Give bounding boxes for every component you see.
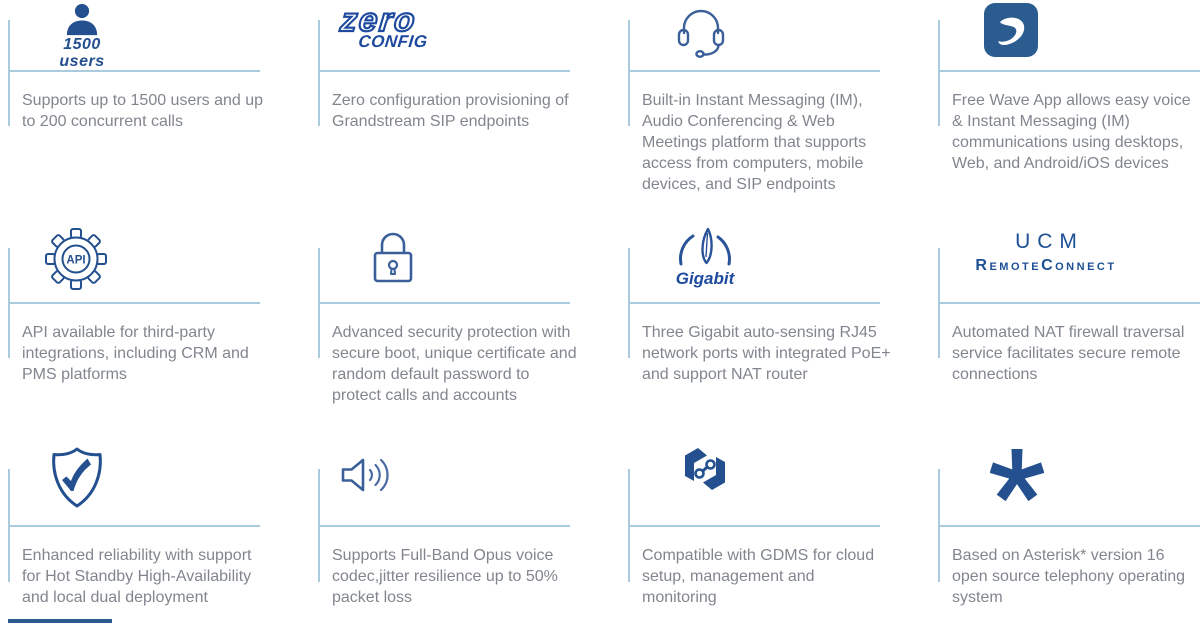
wave-app-icon (984, 3, 1038, 57)
users-word-label: users (59, 53, 105, 70)
feature-description: Supports Full-Band Opus voice codec,jitter resilience up to 50% packet loss (332, 547, 558, 606)
users-count-label: 1500 (63, 36, 101, 53)
ucm-logo-text: UCM (1015, 230, 1084, 253)
feature-gdms (628, 430, 938, 623)
gigabit-gauge-icon (670, 227, 740, 289)
feature-reliability (8, 430, 318, 623)
bracket-vertical-line (318, 20, 320, 126)
asterisk-icon (990, 446, 1044, 504)
feature-1500-users (8, 0, 318, 215)
shield-check-icon (48, 446, 106, 510)
feature-description: Three Gigabit auto-sensing RJ45 network ports with integrated PoE+ and support NAT router (642, 324, 891, 383)
zero-config-logo (338, 3, 432, 50)
feature-remoteconnect (938, 215, 1200, 430)
bracket-vertical-line (8, 469, 10, 582)
bracket-vertical-line (318, 248, 320, 358)
feature-security (318, 215, 628, 430)
bracket-vertical-line (628, 248, 630, 358)
bracket-vertical-line (8, 20, 10, 126)
feature-opus-codec (318, 430, 628, 623)
features-grid (8, 0, 1200, 623)
bracket-vertical-line (8, 248, 10, 358)
config-logo-text: CONFIG (357, 32, 429, 51)
feature-description: Built-in Instant Messaging (IM), Audio Conferencing & Web Meetings platform that supports access from computers, mobile devices, and SIP endpoints (642, 92, 867, 193)
feature-im-conferencing (628, 0, 938, 215)
bracket-vertical-line (628, 469, 630, 582)
zero-logo-text: zero (338, 1, 419, 38)
users-1500-icon (44, 3, 120, 70)
lock-icon (370, 227, 416, 289)
feature-description: Compatible with GDMS for cloud setup, management and monitoring (642, 547, 875, 606)
feature-description: Supports up to 1500 users and up to 200 concurrent calls (22, 92, 264, 130)
feature-gigabit (628, 215, 938, 430)
gdms-icon (678, 446, 732, 492)
bracket-vertical-line (318, 469, 320, 582)
bottom-cropped-rule (8, 619, 112, 623)
api-gear-text: API (66, 254, 86, 267)
feature-description: Zero configuration provisioning of Grandstream SIP endpoints (332, 92, 569, 130)
feature-description: Free Wave App allows easy voice & Instant Messaging (IM) communications using desktops, Web, and Android/iOS devices (952, 92, 1191, 172)
speaker-icon (338, 452, 402, 498)
feature-description: API available for third-party integrations, including CRM and PMS platforms (22, 324, 249, 383)
bracket-vertical-line (938, 20, 940, 126)
feature-zero-config (318, 0, 628, 215)
headset-icon (670, 3, 732, 63)
gigabit-label: Gigabit (675, 269, 735, 288)
feature-asterisk (938, 430, 1200, 623)
feature-description: Enhanced reliability with support for Hot Standby High-Availability and local dual deployment (22, 547, 252, 606)
feature-api (8, 215, 318, 430)
remoteconnect-logo-text: RemoteConnect (975, 257, 1117, 274)
bracket-vertical-line (938, 248, 940, 358)
feature-wave-app (938, 0, 1200, 215)
feature-description: Automated NAT firewall traversal service facilitates secure remote connections (952, 324, 1185, 383)
bracket-vertical-line (628, 20, 630, 126)
feature-description: Based on Asterisk* version 16 open source telephony operating system (952, 547, 1186, 606)
ucm-remoteconnect-logo (964, 231, 1128, 274)
bracket-vertical-line (938, 469, 940, 582)
feature-description: Advanced security protection with secure boot, unique certificate and random default password to protect calls and accounts (332, 324, 577, 404)
api-gear-icon (44, 227, 108, 291)
